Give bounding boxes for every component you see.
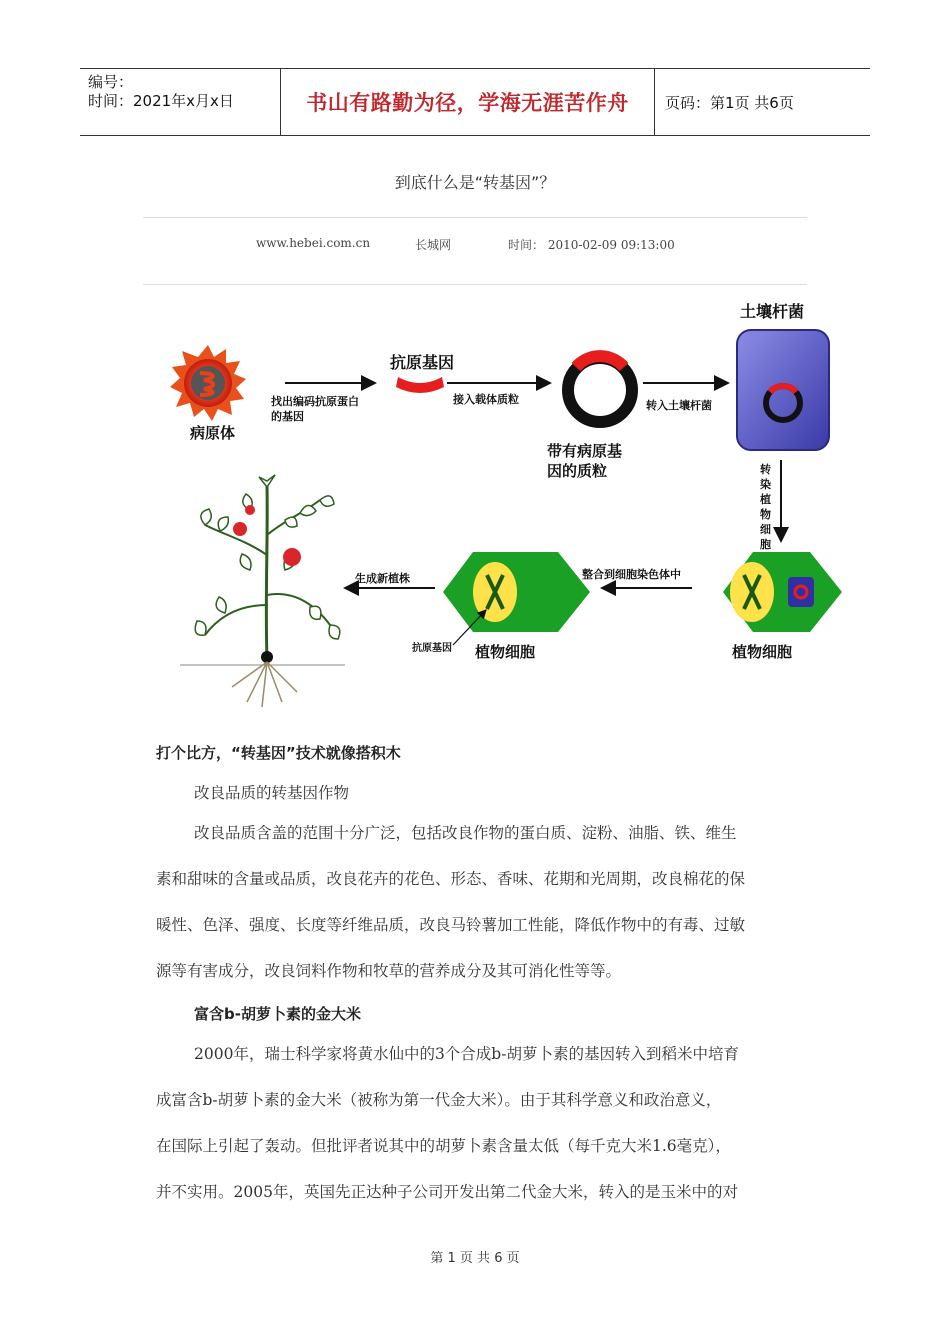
paragraph-line: 成富含b-胡萝卜素的金大米（被称为第一代金大米）。由于其科学意义和政治意义， — [156, 1091, 722, 1109]
paragraph-line: 并不实用。2005年，英国先正达种子公司开发出第二代金大米，转入的是玉米中的对 — [156, 1183, 738, 1201]
transfect-label: 转染植物细胞 — [760, 463, 771, 551]
antigen-gene-label-2: 抗原基因 — [412, 643, 452, 654]
antigen-gene-label: 抗原基因 — [390, 353, 455, 372]
source-site: www.hebei.com.cn — [256, 236, 371, 250]
new-plant-label: 生成新植株 — [355, 572, 410, 585]
agrobacterium-icon — [737, 330, 829, 450]
publish-time: 时间： 2010-02-09 09:13:00 — [508, 238, 675, 252]
header-left-cell — [80, 69, 281, 135]
header-table — [80, 68, 870, 136]
number-label: 编号： — [88, 73, 134, 91]
into-agro-label: 转入土壤杆菌 — [646, 399, 712, 412]
plant-cell-label-left: 植物细胞 — [475, 643, 536, 661]
paragraph-line: 源等有害成分，改良饲料作物和牧草的营养成分及其可消化性等等。 — [156, 962, 622, 980]
paragraph-line: 暖性、色泽、强度、长度等纤维品质，改良马铃薯加工性能，降低作物中的有毒、过敏 — [156, 916, 746, 934]
antigen-gene-shape — [396, 377, 444, 393]
divider-top — [143, 217, 807, 218]
plasmid-icon — [568, 356, 632, 422]
insert-vector-label: 接入载体质粒 — [453, 393, 519, 406]
paragraph-line: 改良品质含盖的范围十分广泛，包括改良作物的蛋白质、淀粉、油脂、铁、维生 — [194, 824, 737, 842]
article-title: 到底什么是“转基因”？ — [394, 173, 556, 192]
plant-cell-label-right: 植物细胞 — [732, 643, 793, 661]
paragraph-quality — [156, 810, 796, 994]
find-gene-label-2: 的基因 — [271, 410, 304, 423]
pathogen-label: 病原体 — [190, 424, 236, 442]
page-footer: 第 1 页 共 6 页 — [430, 1251, 520, 1266]
paragraph-line: 素和甜味的含量或品质，改良花卉的花色、形态、香味、花期和光周期，改良棉花的保 — [156, 870, 746, 888]
page-info: 页码：第1页 共6页 — [665, 93, 794, 112]
paragraph-line: 2000年，瑞士科学家将黄水仙中的3个合成b-胡萝卜素的基因转入到稻米中培育 — [194, 1045, 739, 1063]
heading-building-blocks: 打个比方，“转基因”技术就像搭积木 — [156, 744, 401, 762]
pathogen-icon — [170, 345, 246, 421]
subheading-quality-crops: 改良品质的转基因作物 — [194, 784, 350, 802]
source-name: 长城网 — [415, 238, 452, 252]
heading-golden-rice: 富含b-胡萝卜素的金大米 — [194, 1005, 361, 1023]
motto: 书山有路勤为径，学海无涯苦作舟 — [281, 69, 655, 135]
transgenic-process-diagram — [150, 295, 850, 715]
plasmid-label-1: 带有病原基 — [547, 442, 623, 460]
paragraph-golden-rice — [156, 1031, 796, 1215]
agrobacterium-label: 土壤杆菌 — [740, 302, 805, 321]
plasmid-label-2: 因的质粒 — [547, 462, 608, 480]
integrate-label: 整合到细胞染色体中 — [582, 568, 681, 581]
divider-bottom — [143, 284, 807, 285]
paragraph-line: 在国际上引起了轰动。但批评者说其中的胡萝卜素含量太低（每千克大米1.6毫克）， — [156, 1137, 731, 1155]
find-gene-label: 找出编码抗原蛋白 — [271, 395, 359, 408]
plant-cell-right — [723, 552, 842, 632]
plant-cell-left — [443, 552, 590, 632]
time-label: 时间：2021年x月x日 — [88, 92, 234, 110]
tomato-plant-icon — [180, 475, 345, 707]
